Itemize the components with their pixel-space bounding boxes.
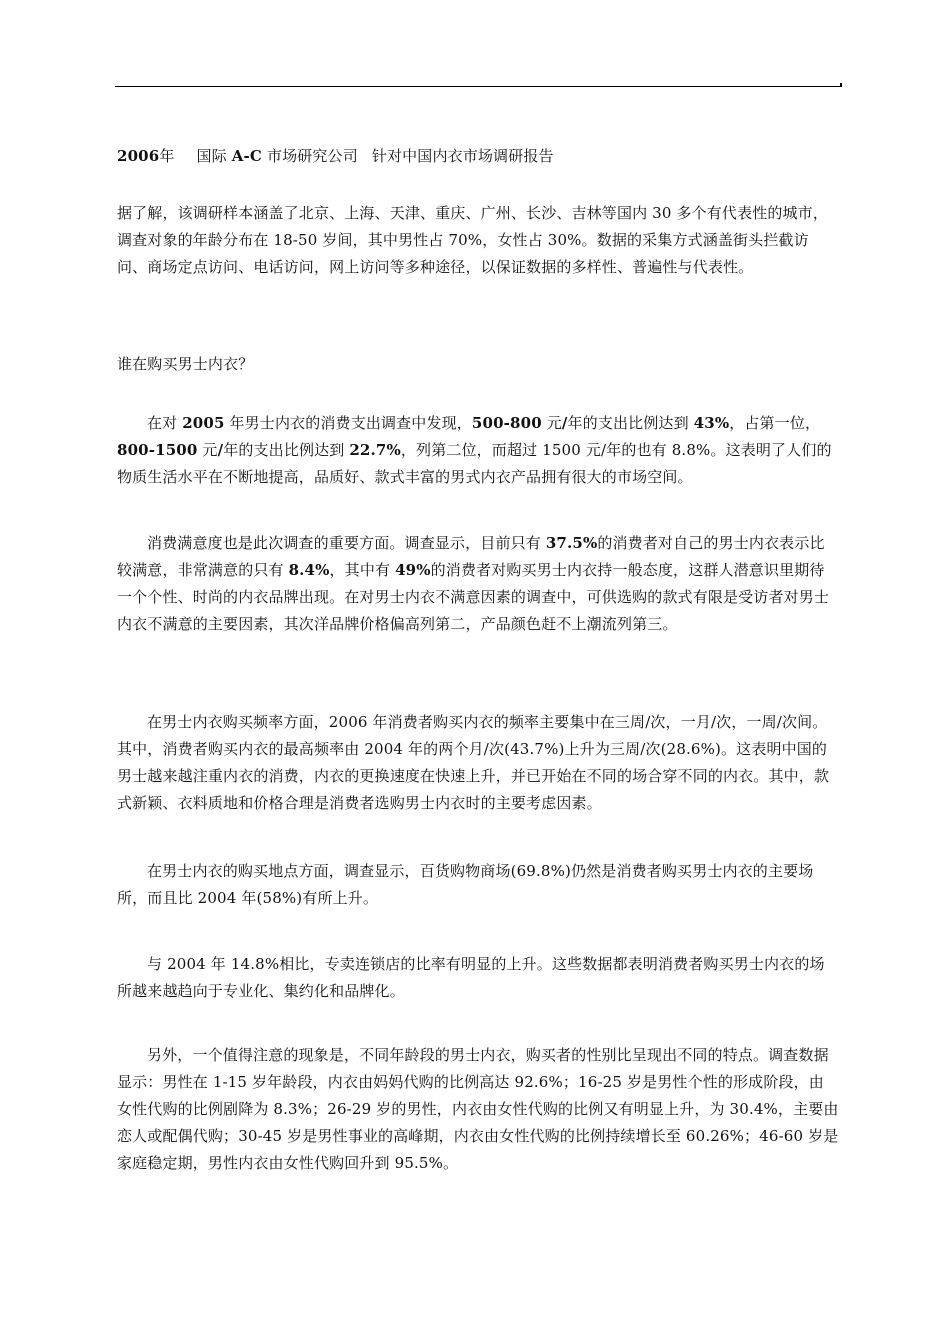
satisfaction-bold: 37.5% xyxy=(545,534,598,552)
spending-text: 元 xyxy=(541,414,562,432)
spending-text: 年的支出比例达到 xyxy=(223,441,350,459)
spending-bold: / xyxy=(561,414,568,432)
report-title xyxy=(117,143,839,170)
chain-store-paragraph: 与 2004 年 14.8%相比，专卖连锁店的比率有明显的上升。这些数据都表明消费者购买男士内衣的场所越来越趋向于专业化、集约化和品牌化。 xyxy=(117,955,825,1000)
spending-text: 年男士内衣的消费支出调查中发现， xyxy=(224,414,472,432)
title-org-prefix: 国际 xyxy=(196,147,227,165)
frequency-paragraph: 在男士内衣购买频率方面，2006 年消费者购买内衣的频率主要集中在三周/次，一月/次，一周/次间。其中，消费者购买内衣的最高频率由 2004 年的两个月/次(43.7%)上升为三周/次(28.6%)。这表明中国的男士越来越注重内衣的消费，内衣的更换速度在快速上升，并已开始在不同的场合穿不同的内衣。其中，款式新颖、衣料质地和价格合理是消费者选购男士内衣时的主要考虑因素。 xyxy=(117,713,830,812)
location-paragraph: 在男士内衣的购买地点方面，调查显示，百货购物商场(69.8%)仍然是消费者购买男士内衣的主要场所，而且比 2004 年(58%)有所上升。 xyxy=(117,862,814,907)
spending-bold: 500-800 xyxy=(471,414,542,432)
title-subject: 针对中国内衣市场调研报告 xyxy=(371,147,554,165)
satisfaction-paragraph xyxy=(117,530,839,638)
spending-bold: 800-1500 xyxy=(117,441,198,459)
satisfaction-bold: 49% xyxy=(395,561,431,579)
title-year-suffix: 年 xyxy=(159,147,175,165)
spending-text: ，占第一位， xyxy=(729,414,821,432)
satisfaction-text: 的消费者对购买男士内衣持一般态度，这群人潜意识里期待一个个性、时尚的内衣品牌出现。在对男士内衣不满意因素的调查中，可供选购的款式有限是受访者对男士内衣不满意的主要因素，其次洋品牌价格偏高列第二，产品颜色赶不上潮流列第三。 xyxy=(117,561,830,633)
section-question: 谁在购买男士内衣？ xyxy=(117,355,254,373)
spending-bold: 43% xyxy=(693,414,730,432)
spending-text: 元 xyxy=(197,441,218,459)
satisfaction-text: 的消费者对自己的男士内衣表示比较满意，非常满意的只有 xyxy=(117,534,825,579)
title-org-bold: A-C xyxy=(231,147,263,165)
spending-text: ，列第二位，而超过 1500 元/年的也有 8.8%。这表明了人们的物质生活水平在不断地提高，品质好、款式丰富的男式内衣产品拥有很大的市场空间。 xyxy=(117,441,832,486)
satisfaction-text: ，其中有 xyxy=(329,561,396,579)
intro-paragraph: 据了解，该调研样本涵盖了北京、上海、天津、重庆、广州、长沙、吉林等国内 30 多个有代表性的城市，调查对象的年龄分布在 18-50 岁间，其中男性占 70%，女性占 30%。数据的采集方式涵盖街头拦截访问、商场定点访问、电话访问，网上访问等多种途径，以保证数据的多样性、普遍性与代表性。 xyxy=(117,204,828,276)
gender-ratio-paragraph: 另外，一个值得注意的现象是，不同年龄段的男士内衣，购买者的性别比呈现出不同的特点。调查数据显示：男性在 1-15 岁年龄段，内衣由妈妈代购的比例高达 92.6%；16-25 岁是男性个性的形成阶段，由女性代购的比例剧降为 8.3%；26-29 岁的男性，内衣由女性代购的比例又有明显上升，为 30.4%，主要由恋人或配偶代购；30-45 岁是男性事业的高峰期，内衣由女性代购的比例持续增长至 60.26%；46-60 岁是家庭稳定期，男性内衣由女性代购回升到 95.5%。 xyxy=(117,1046,839,1172)
spending-text: 年的支出比例达到 xyxy=(567,414,694,432)
title-year: 2006 xyxy=(117,147,160,165)
satisfaction-text: 消费满意度也是此次调查的重要方面。调查显示，目前只有 xyxy=(147,534,546,552)
satisfaction-bold: 8.4% xyxy=(288,561,330,579)
spending-text: 在对 xyxy=(147,414,183,432)
spending-bold: 22.7% xyxy=(349,441,401,459)
spending-bold: 2005 xyxy=(182,414,225,432)
spending-paragraph xyxy=(117,410,839,491)
header-rule xyxy=(115,86,842,87)
spending-bold: / xyxy=(217,441,224,459)
title-org-suffix: 市场研究公司 xyxy=(266,147,358,165)
header-rule-end xyxy=(840,83,842,87)
